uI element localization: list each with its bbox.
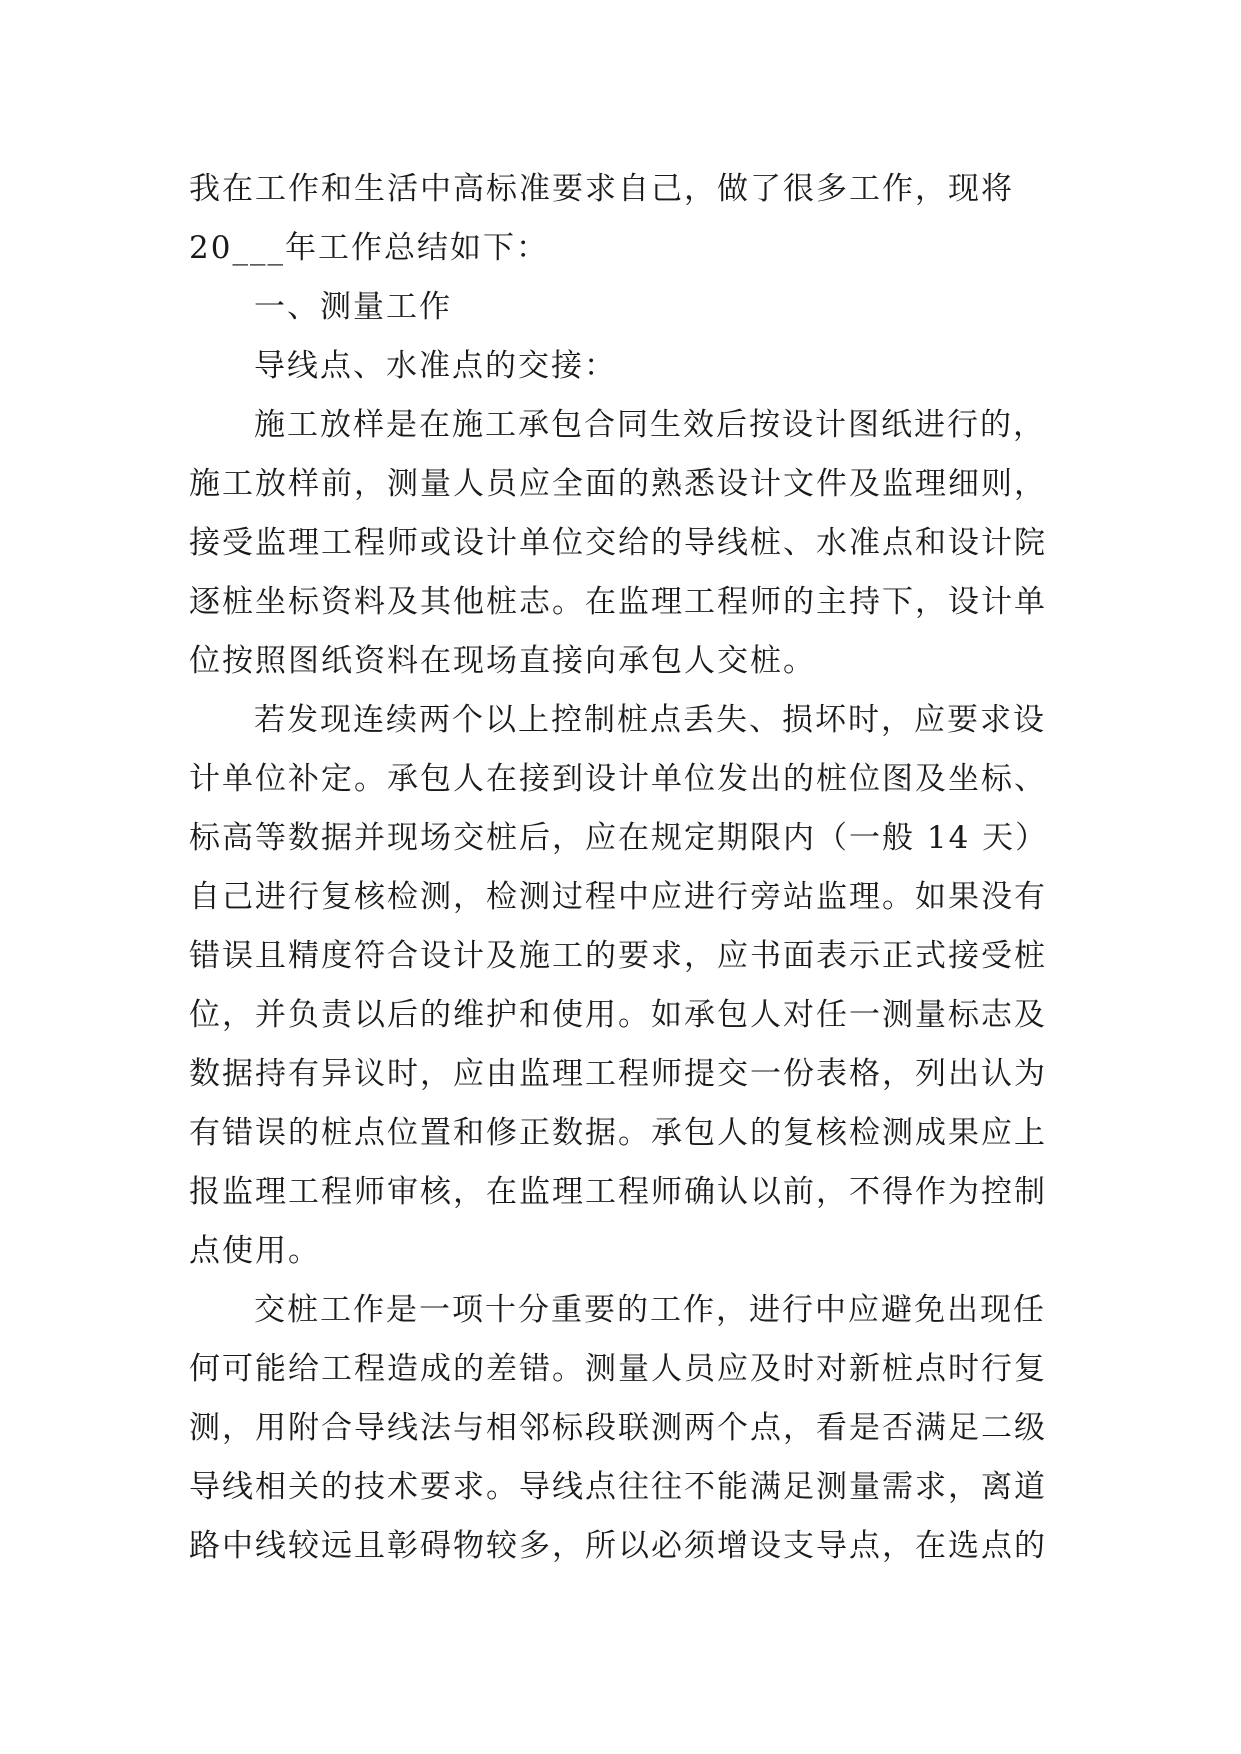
text-line: 导线点、水准点的交接：: [254, 348, 617, 384]
text-line: 何可能给工程造成的差错。测量人员应及时对新桩点时行复: [189, 1351, 1047, 1387]
text-line: 路中线较远且彰碍物较多，所以必须增设支导点，在选点的: [189, 1528, 1047, 1564]
text-line: 报监理工程师审核，在监理工程师确认以前，不得作为控制: [189, 1174, 1047, 1210]
text-line: 位按照图纸资料在现场直接向承包人交桩。: [189, 643, 816, 679]
text-line: 自己进行复核检测，检测过程中应进行旁站监理。如果没有: [189, 879, 1047, 915]
text-line: 施工放样是在施工承包合同生效后按设计图纸进行的，: [254, 407, 1046, 443]
text-line: 标高等数据并现场交桩后，应在规定期限内（一般 14 天）: [189, 820, 1049, 856]
text-line: 我在工作和生活中高标准要求自己，做了很多工作，现将: [189, 171, 1014, 207]
text-line: 交桩工作是一项十分重要的工作，进行中应避免出现任: [254, 1292, 1046, 1328]
text-line: 一、测量工作: [254, 289, 452, 325]
text-line: 导线相关的技术要求。导线点往往不能满足测量需求，离道: [189, 1469, 1047, 1505]
text-line: 逐桩坐标资料及其他桩志。在监理工程师的主持下，设计单: [189, 584, 1047, 620]
text-line: 错误且精度符合设计及施工的要求，应书面表示正式接受桩: [189, 938, 1047, 974]
text-line: 有错误的桩点位置和修正数据。承包人的复核检测成果应上: [189, 1115, 1047, 1151]
text-line: 点使用。: [189, 1233, 321, 1269]
text-line: 接受监理工程师或设计单位交给的导线桩、水准点和设计院: [189, 525, 1047, 561]
text-line: 测，用附合导线法与相邻标段联测两个点，看是否满足二级: [189, 1410, 1047, 1446]
text-line: 20___年工作总结如下：: [189, 230, 549, 266]
text-line: 若发现连续两个以上控制桩点丢失、损坏时，应要求设: [254, 702, 1046, 738]
text-line: 数据持有异议时，应由监理工程师提交一份表格，列出认为: [189, 1056, 1047, 1092]
text-line: 位，并负责以后的维护和使用。如承包人对任一测量标志及: [189, 997, 1047, 1033]
text-line: 计单位补定。承包人在接到设计单位发出的桩位图及坐标、: [189, 761, 1047, 797]
document-body: [189, 160, 1059, 1576]
text-line: 施工放样前，测量人员应全面的熟悉设计文件及监理细则，: [189, 466, 1047, 502]
